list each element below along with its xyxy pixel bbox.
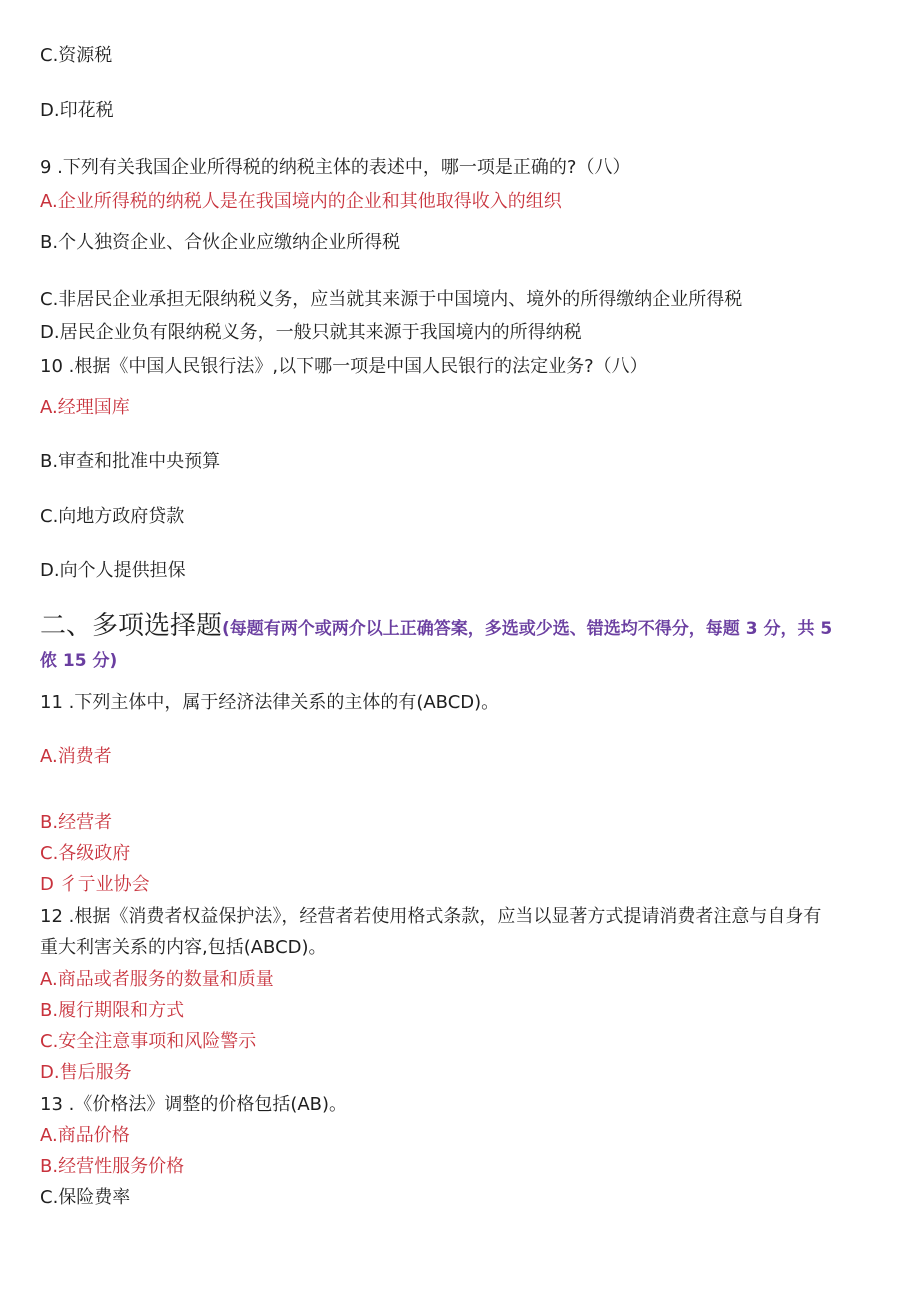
q8-option-c: C.资源税 — [40, 45, 113, 66]
q13-option-c: C.保险费率 — [40, 1187, 131, 1208]
q12-option-a: A.商品或者服务的数量和质量 — [40, 969, 274, 990]
q10-option-b: B.审查和批准中央预算 — [40, 451, 221, 472]
q11-option-b: B.经营者 — [40, 812, 113, 833]
q13-stem: 13 .《价格法》调整的价格包括(AB)。 — [40, 1094, 348, 1115]
q13-option-b: B.经营性服务价格 — [40, 1156, 185, 1177]
q13-option-a: A.商品价格 — [40, 1125, 130, 1146]
q11-stem: 11 .下列主体中，属于经济法律关系的主体的有(ABCD)。 — [40, 692, 500, 713]
q12-stem-line2: 重大利害关系的内容,包括(ABCD)。 — [40, 937, 327, 958]
q11-option-a: A.消费者 — [40, 746, 112, 767]
q9-option-c: C.非居民企业承担无限纳税义务，应当就其来源于中国境内、境外的所得缴纳企业所得税 — [40, 289, 743, 310]
q9-option-d: D.居民企业负有限纳税义务，一般只就其来源于我国境内的所得纳税 — [40, 322, 582, 343]
section2-note-cont: 侬 15 分) — [40, 651, 118, 671]
q12-option-b: B.履行期限和方式 — [40, 1000, 185, 1021]
q10-option-c: C.向地方政府贷款 — [40, 506, 185, 527]
q12-stem-line1: 12 .根据《消费者权益保护法》，经营者若使用格式条款，应当以显著方式提请消费者注意与自身有 — [40, 906, 822, 927]
q11-option-c: C.各级政府 — [40, 843, 131, 864]
q10-option-a: A.经理国库 — [40, 397, 130, 418]
section2-title: 二、多项选择题 — [40, 611, 223, 641]
q11-option-d: D 彳亍业协会 — [40, 874, 150, 895]
section2-heading — [40, 610, 832, 642]
q9-option-a: A.企业所得税的纳税人是在我国境内的企业和其他取得收入的组织 — [40, 191, 562, 212]
q9-stem: 9 .下列有关我国企业所得税的纳税主体的表述中，哪一项是正确的?（八） — [40, 157, 631, 178]
section2-note: (每题有两个或两介以上正确答案，多选或少选、错选均不得分，每题 3 分，共 5 — [222, 619, 833, 639]
q10-option-d: D.向个人提供担保 — [40, 560, 186, 581]
q8-option-d: D.印花税 — [40, 100, 114, 121]
q12-option-d: D.售后服务 — [40, 1062, 132, 1083]
q12-option-c: C.安全注意事项和风险警示 — [40, 1031, 257, 1052]
q10-stem: 10 .根据《中国人民银行法》,以下哪一项是中国人民银行的法定业务?（八） — [40, 356, 648, 377]
q9-option-b: B.个人独资企业、合伙企业应缴纳企业所得税 — [40, 232, 401, 253]
